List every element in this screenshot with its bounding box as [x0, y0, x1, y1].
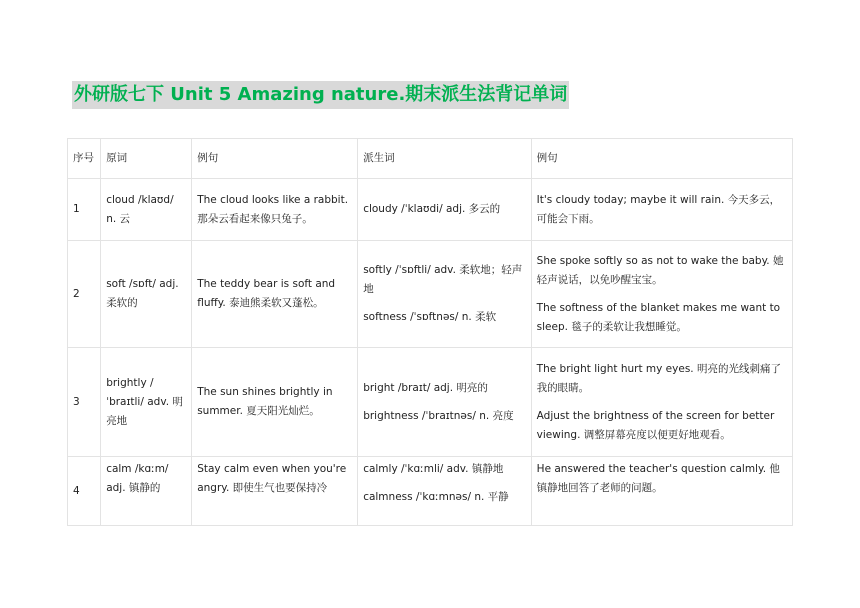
row-number: 4 [68, 457, 101, 526]
derived-examples [531, 457, 792, 526]
table-row [68, 457, 793, 526]
header-no: 序号 [68, 139, 101, 179]
derived-examples [531, 241, 792, 348]
derived-word: calmly /ˈkɑːmli/ adv. 镇静地 [363, 463, 504, 475]
table-row [68, 348, 793, 457]
derived-word: cloudy /ˈklaʊdi/ adj. 多云的 [363, 203, 501, 215]
derived-words [358, 179, 531, 241]
root-example-text: Stay calm even when you're angry. 即使生气也要保持冷 [197, 463, 347, 494]
row-number: 3 [68, 348, 101, 457]
derived-example: She spoke softly so as not to wake the baby. 她轻声说话，以免吵醒宝宝。 [536, 254, 784, 286]
derived-word: softness /ˈsɒftnəs/ n. 柔软 [363, 311, 497, 323]
derived-example: It's cloudy today; maybe it will rain. 今天多云，可能会下雨。 [536, 193, 781, 225]
header-derived-example: 例句 [531, 139, 792, 179]
vocabulary-table [67, 138, 793, 526]
derived-word: bright /braɪt/ adj. 明亮的 [363, 381, 488, 394]
root-example [192, 457, 358, 526]
derived-examples [531, 179, 792, 241]
derived-example: The softness of the blanket makes me want to sleep. 毯子的柔软让我想睡觉。 [536, 301, 781, 333]
root-example: The cloud looks like a rabbit. 那朵云看起来像只兔子。 [192, 179, 358, 241]
root-word: cloud /klaʊd/ n. 云 [101, 179, 192, 241]
header-example: 例句 [192, 139, 358, 179]
derived-word: calmness /ˈkɑːmnəs/ n. 平静 [363, 491, 509, 503]
derived-words [358, 457, 531, 526]
header-word: 原词 [101, 139, 192, 179]
derived-word: softly /ˈsɒftli/ adv. 柔软地；轻声地 [363, 264, 523, 295]
root-example: The teddy bear is soft and fluffy. 泰迪熊柔软又蓬松。 [192, 241, 358, 348]
document-title: 外研版七下 Unit 5 Amazing nature.期末派生法背记单词 [72, 81, 569, 109]
derived-example: The bright light hurt my eyes. 明亮的光线刺痛了我的眼睛。 [536, 362, 781, 394]
derived-example: He answered the teacher's question calmly. 他镇静地回答了老师的问题。 [536, 463, 780, 494]
table-row [68, 241, 793, 348]
row-number: 2 [68, 241, 101, 348]
root-word: calm /kɑːm/ adj. 镇静的 [101, 457, 192, 526]
derived-words [358, 348, 531, 457]
derived-example: Adjust the brightness of the screen for better viewing. 调整屏幕亮度以便更好地观看。 [536, 409, 775, 441]
header-derived: 派生词 [358, 139, 531, 179]
derived-word: brightness /ˈbraɪtnəs/ n. 亮度 [363, 409, 514, 422]
table-header-row [68, 139, 793, 179]
root-word: brightly /ˈbraɪtli/ adv. 明亮地 [101, 348, 192, 457]
table-row [68, 179, 793, 241]
derived-examples [531, 348, 792, 457]
row-number: 1 [68, 179, 101, 241]
root-word: soft /sɒft/ adj. 柔软的 [101, 241, 192, 348]
root-example: The sun shines brightly in summer. 夏天阳光灿烂。 [192, 348, 358, 457]
derived-words [358, 241, 531, 348]
